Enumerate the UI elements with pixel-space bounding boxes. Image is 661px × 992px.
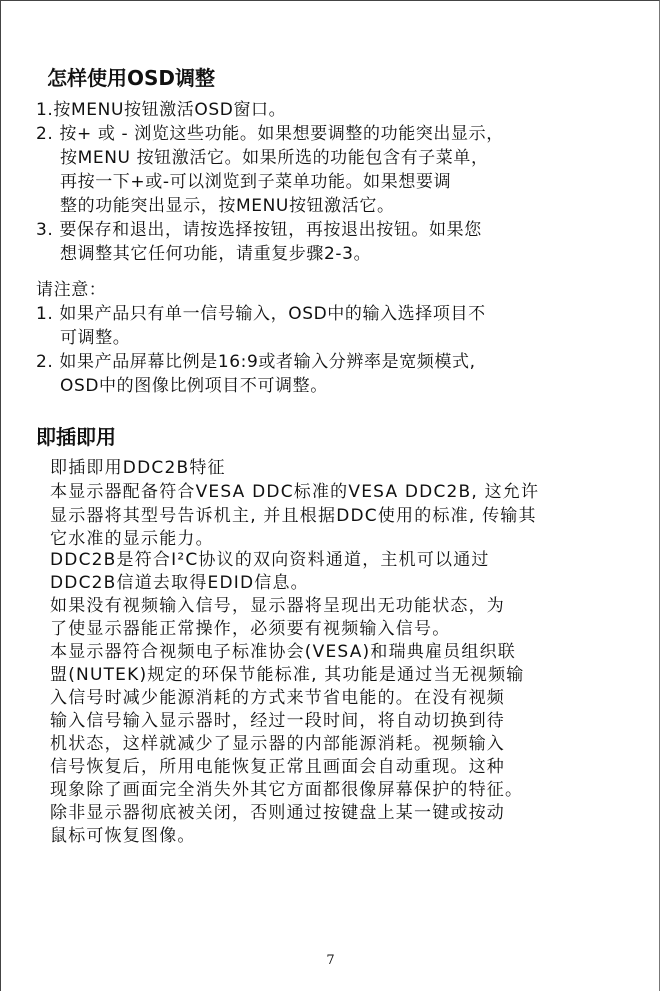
osd-step-line: 3. 要保存和退出，请按选择按钮，再按退出按钮。如果您: [36, 220, 482, 240]
pnp-paragraph-line: 鼠标可恢复图像。: [50, 826, 196, 846]
pnp-paragraph-line: 输入信号输入显示器时，经过一段时间，将自动切换到待: [50, 711, 505, 731]
pnp-paragraph-line: DDC2B信道去取得EDID信息。: [50, 573, 309, 593]
osd-step-line: 再按一下+或-可以浏览到子菜单功能。如果想要调: [60, 172, 452, 192]
pnp-paragraph-line: DDC2B是符合I²C协议的双向资料通道，主机可以通过: [50, 550, 490, 570]
pnp-paragraph-line: 显示器将其型号告诉机主, 并且根据DDC使用的标准, 传输其: [50, 506, 537, 526]
note-line: 可调整。: [60, 328, 131, 348]
osd-step-line: 整的功能突出显示，按MENU按钮激活它。: [60, 196, 395, 216]
note-line: 2. 如果产品屏幕比例是16:9或者输入分辨率是宽频模式,: [36, 352, 476, 372]
osd-step-line: 2. 按+ 或 - 浏览这些功能。如果想要调整的功能突出显示，: [36, 124, 504, 144]
pnp-paragraph-line: 现象除了画面完全消失外其它方面都很像屏幕保护的特征。: [50, 780, 524, 800]
pnp-paragraph-line: 如果没有视频输入信号，显示器将呈现出无功能状态，为: [50, 596, 505, 616]
osd-step-line: 1.按MENU按钮激活OSD窗口。: [36, 100, 287, 120]
pnp-paragraph-line: 机状态，这样就减少了显示器的内部能源消耗。视频输入: [50, 734, 505, 754]
osd-step-line: 按MENU 按钮激活它。如果所选的功能包含有子菜单，: [60, 148, 489, 168]
pnp-paragraph-line: 本显示器配备符合VESA DDC标准的VESA DDC2B, 这允许: [50, 482, 540, 502]
pnp-paragraph-line: 盟(NUTEK)规定的环保节能标准, 其功能是通过当无视频输: [50, 665, 525, 685]
notes-heading: 请注意：: [36, 280, 107, 300]
pnp-paragraph-line: 即插即用DDC2B特征: [50, 458, 226, 478]
osd-section-title: 怎样使用OSD调整: [47, 66, 216, 90]
plug-and-play-title: 即插即用: [36, 425, 116, 449]
osd-step-line: 想调整其它任何功能，请重复步骤2-3。: [60, 244, 372, 264]
pnp-paragraph-line: 它水准的显示能力。: [50, 529, 214, 549]
note-line: 1. 如果产品只有单一信号输入，OSD中的输入选择项目不: [36, 304, 486, 324]
pnp-paragraph-line: 信号恢复后，所用电能恢复正常且画面会自动重现。这种: [50, 757, 505, 777]
note-line: OSD中的图像比例项目不可调整。: [60, 376, 328, 396]
pnp-paragraph-line: 本显示器符合视频电子标准协会(VESA)和瑞典雇员组织联: [50, 642, 516, 662]
pnp-paragraph-line: 入信号时减少能源消耗的方式来节省电能的。在没有视频: [50, 688, 505, 708]
pnp-paragraph-line: 除非显示器彻底被关闭，否则通过按键盘上某一键或按动: [50, 803, 505, 823]
page-number: 7: [326, 953, 335, 968]
pnp-paragraph-line: 了使显示器能正常操作，必须要有视频输入信号。: [50, 619, 451, 639]
